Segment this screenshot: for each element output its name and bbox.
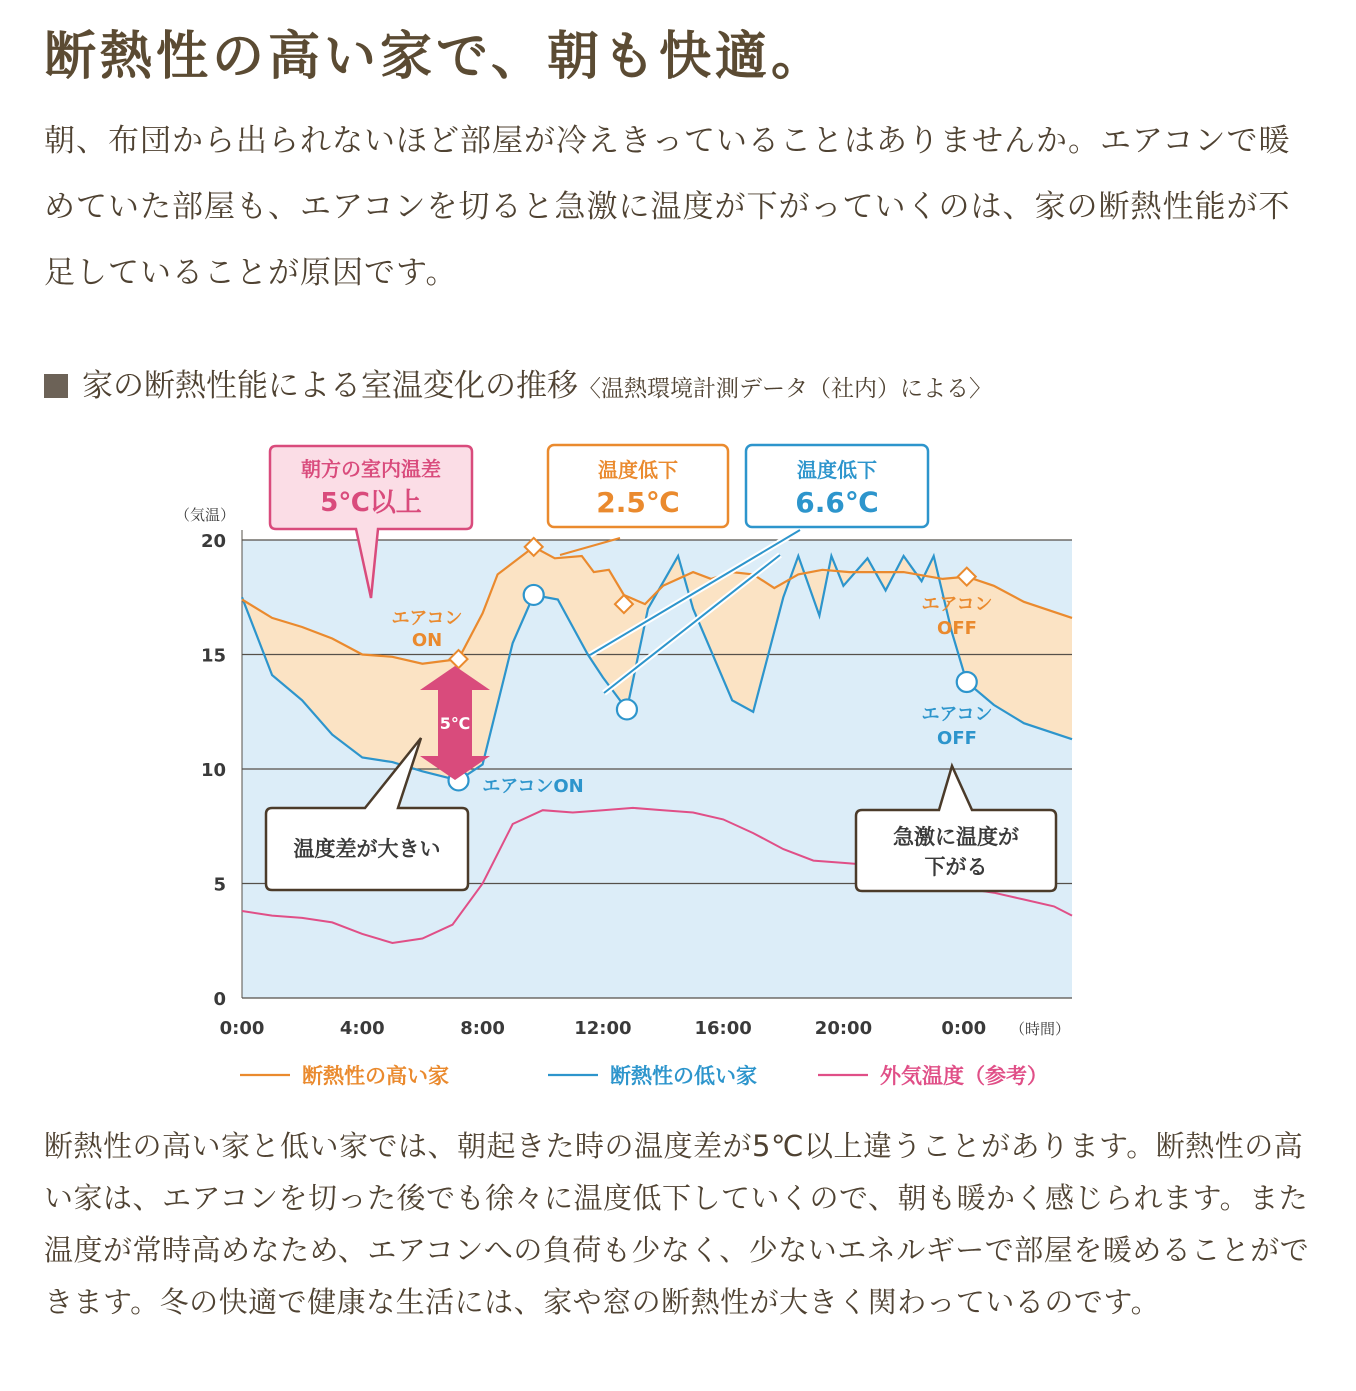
callout-morning-difference-value: 5℃以上 <box>320 488 422 518</box>
square-bullet-icon <box>44 374 68 398</box>
callout-sharp-drop-text: 急激に温度が <box>893 825 1019 849</box>
high-ac-on-label: エアコン <box>391 608 463 629</box>
high-ac-off-label: OFF <box>937 618 977 639</box>
chart-section-title <box>44 360 992 405</box>
low-ac-on-label: エアコンON <box>482 776 584 797</box>
y-tick-label: 20 <box>200 531 226 552</box>
headline: 断熱性の高い家で、朝も快適。 <box>44 27 827 87</box>
callout-drop-high-text: 温度低下 <box>598 458 678 482</box>
legend-label: 外気温度（参考） <box>880 1064 1048 1088</box>
low-ac-off-label: エアコン <box>921 704 993 725</box>
temperature-chart <box>0 430 1356 1110</box>
closing-paragraph: 断熱性の高い家と低い家では、朝起きた時の温度差が5℃以上違うことがあります。断熱性の高い家は、エアコンを切った後でも徐々に温度低下していくので、朝も暖かく感じられます。また温度が常時高めなため、エアコンへの負荷も少なく、少ないエネルギーで部屋を暖めることができます。冬の快適で健康な生活には、家や窓の断熱性が大きく関わっているのです。 <box>44 1129 1310 1319</box>
y-axis-label: （気温） <box>174 506 236 524</box>
x-tick-label: 12:00 <box>574 1018 632 1039</box>
callout-big-difference-text: 温度差が大きい <box>293 837 441 861</box>
high-ac-on-label: ON <box>411 630 443 651</box>
callout-drop-low-text: 温度低下 <box>797 458 877 482</box>
y-tick-label: 5 <box>213 874 226 896</box>
section-title-text: 家の断熱性能による室温変化の推移 <box>82 368 578 404</box>
y-tick-label: 0 <box>213 989 226 1010</box>
high-ac-off-label: エアコン <box>921 594 993 615</box>
y-tick-label: 15 <box>200 645 226 667</box>
y-tick-label: 10 <box>200 760 226 781</box>
x-tick-label: 0:00 <box>941 1018 987 1039</box>
x-tick-label: 16:00 <box>694 1018 752 1039</box>
callout-morning-difference-text: 朝方の室内温差 <box>301 457 441 481</box>
x-tick-label: 4:00 <box>339 1018 385 1039</box>
x-tick-label: 0:00 <box>219 1018 265 1039</box>
low-series-marker <box>617 699 637 719</box>
intro-paragraph: 朝、布団から出られないほど部屋が冷えきっていることはありませんか。エアコンで暖めていた部屋も、エアコンを切ると急激に温度が下がっていくのは、家の断熱性能が不足していることが原因です。 <box>44 123 1291 291</box>
callout-sharp-drop-text: 下がる <box>924 855 988 879</box>
low-ac-off-label: OFF <box>937 728 977 749</box>
data-source-note: 〈温熱環境計測データ（社内）による〉 <box>578 376 992 402</box>
callout-drop-high-value: 2.5℃ <box>596 486 680 519</box>
legend-label: 断熱性の高い家 <box>302 1064 449 1088</box>
legend-label: 断熱性の低い家 <box>610 1064 757 1088</box>
x-axis-label: （時間） <box>1009 1020 1071 1038</box>
x-tick-label: 8:00 <box>460 1018 505 1039</box>
low-series-marker <box>957 672 977 692</box>
callout-drop-low-value: 6.6℃ <box>795 486 879 519</box>
low-series-marker <box>524 585 544 605</box>
temperature-difference-value: 5℃ <box>439 714 471 733</box>
x-tick-label: 20:00 <box>814 1018 873 1039</box>
